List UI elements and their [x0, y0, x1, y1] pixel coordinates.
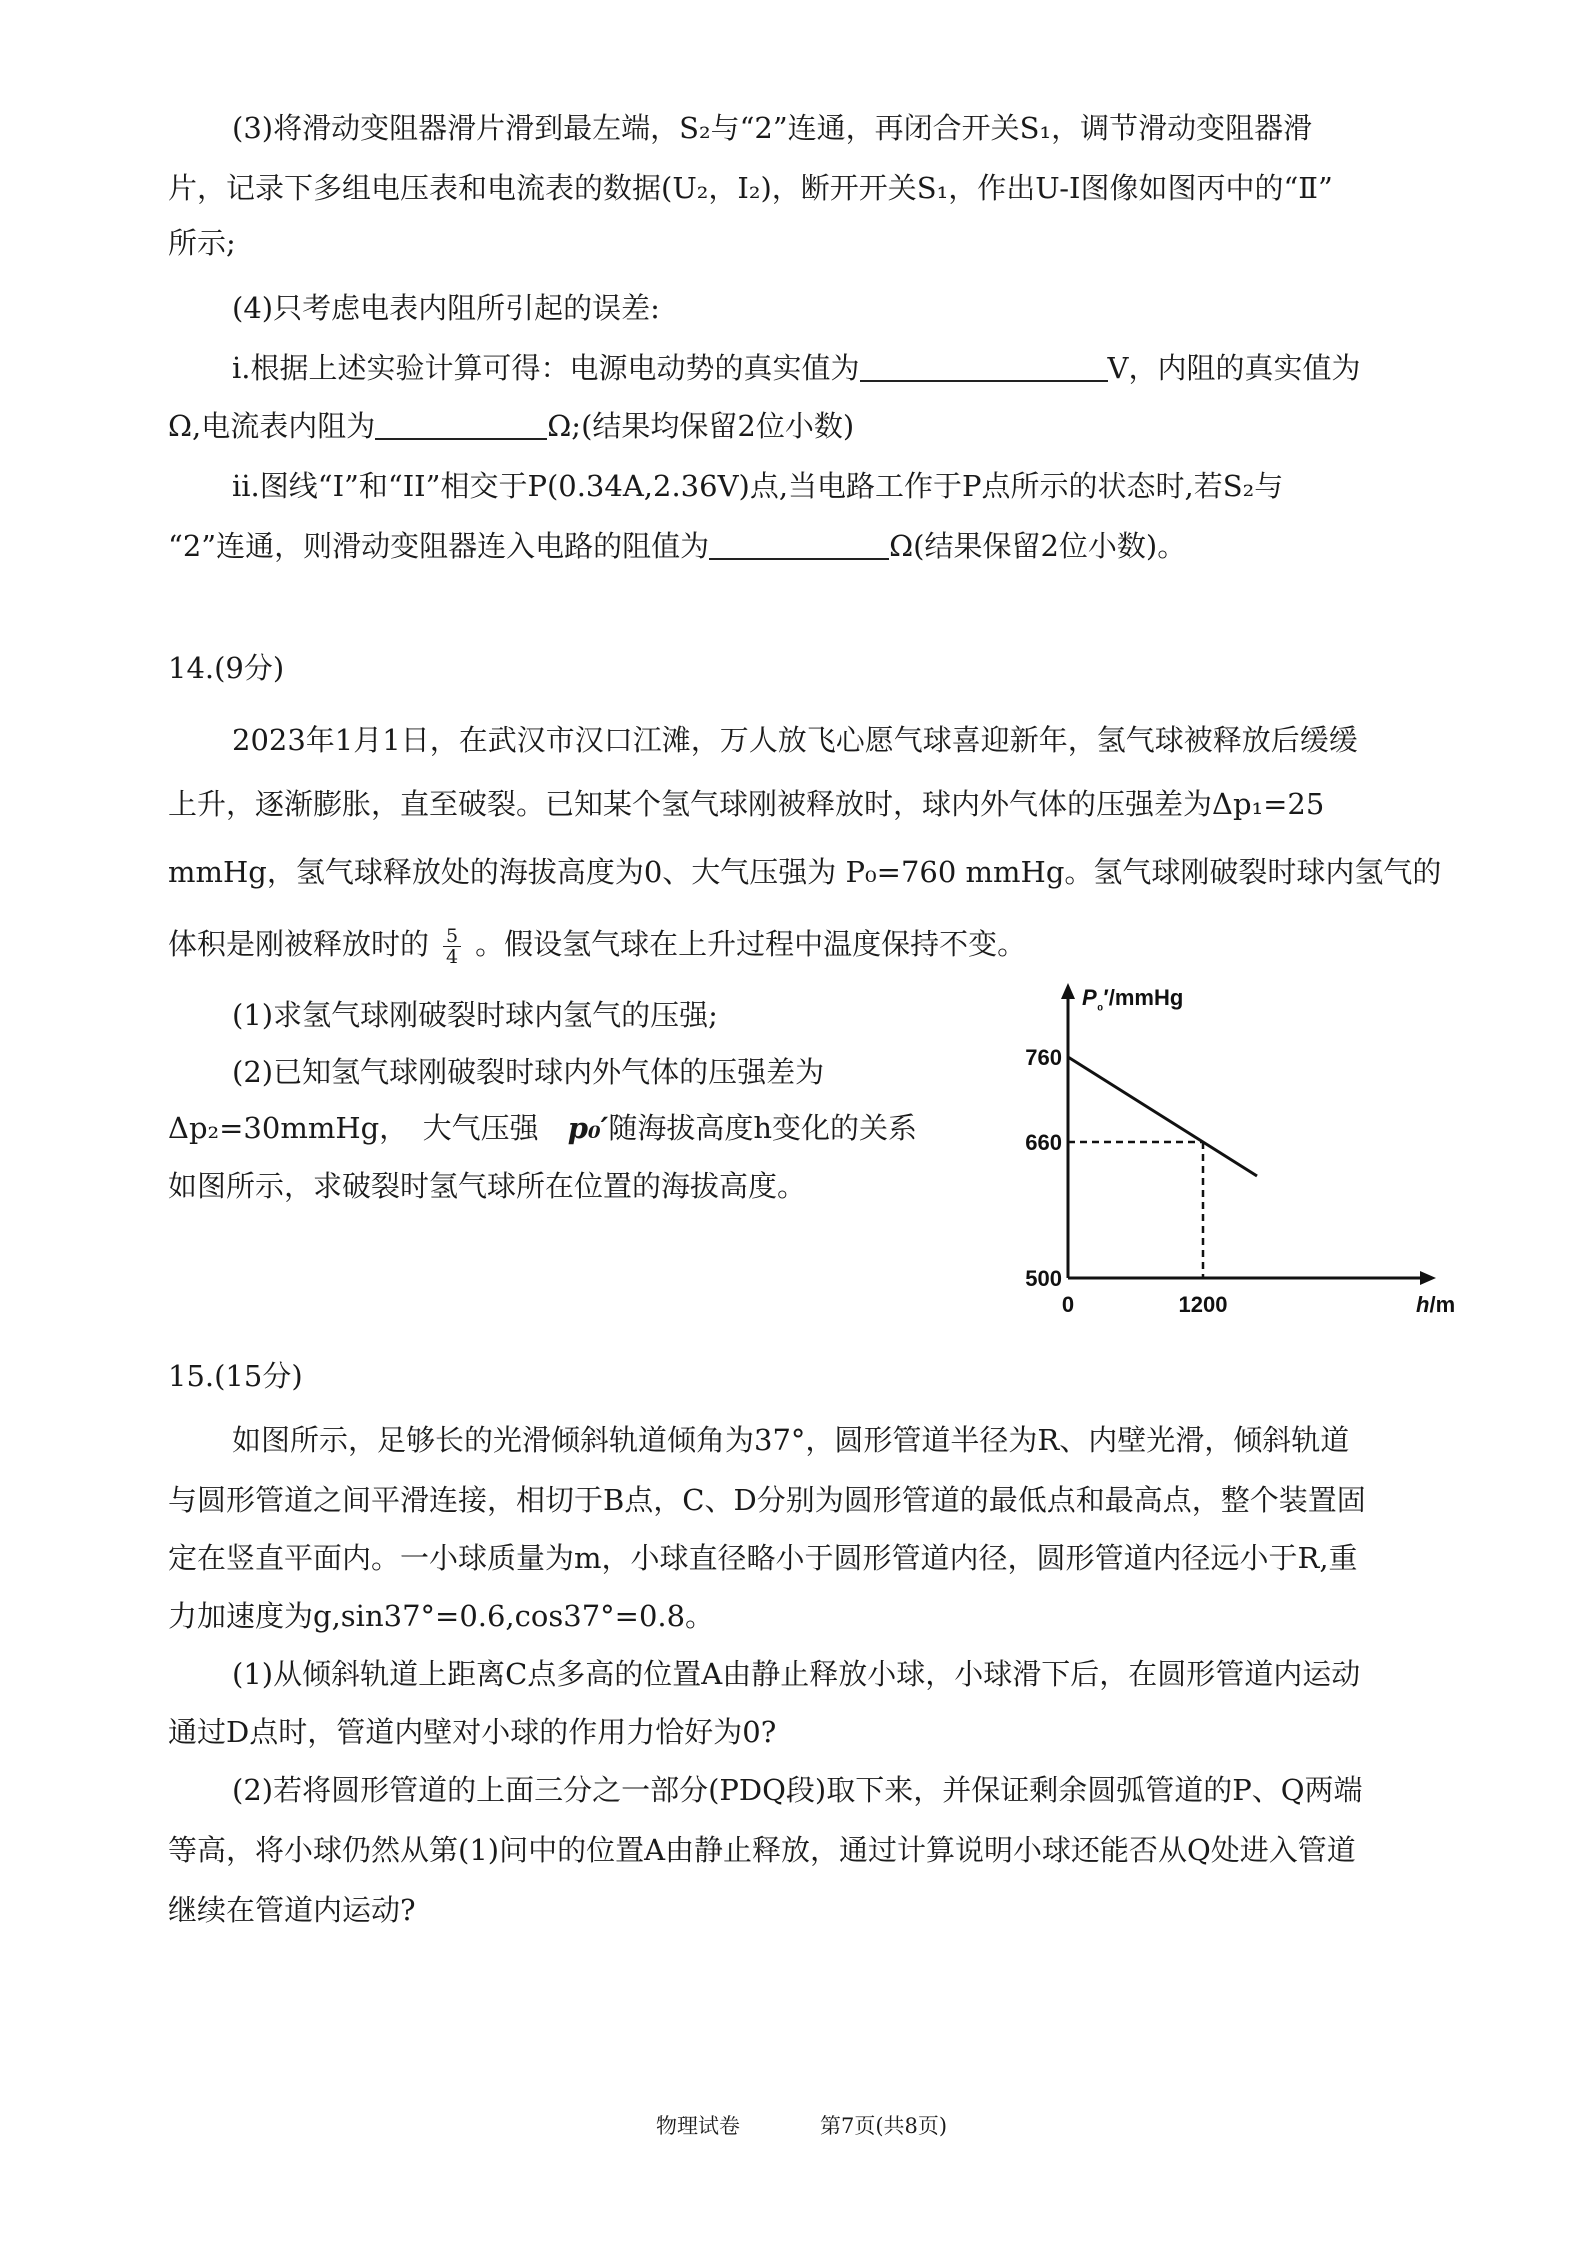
- y-axis-label: $P_{_0}'$/mmHg: [1082, 985, 1184, 1014]
- footer-page-number: 第7页(共8页): [820, 2114, 948, 2138]
- y-tick-label-660: 660: [1025, 1130, 1062, 1155]
- answer-blank-ammeter-resistance[interactable]: [375, 408, 547, 440]
- q15-text-line4: 力加速度为g,sin37°=0.6,cos37°=0.8。: [168, 1599, 715, 1633]
- q13-step3-line1: (3)将滑动变阻器滑片滑到最左端，S₂与“2”连通，再闭合开关S₁，调节滑动变阻器滑: [232, 111, 1313, 145]
- q15-text-line3: 定在竖直平面内。一小球质量为m，小球直径略小于圆形管道内径，圆形管道内径远小于R,重: [168, 1541, 1358, 1575]
- answer-blank-rheostat-resistance[interactable]: [709, 528, 889, 560]
- y-tick-label-760: 760: [1025, 1045, 1062, 1070]
- footer-subject: 物理试卷: [656, 2114, 740, 2138]
- q15-text-line1: 如图所示，足够长的光滑倾斜轨道倾角为37°，圆形管道半径为R、内壁光滑，倾斜轨道: [232, 1423, 1350, 1457]
- fraction-five-fourths: $\frac{5}{4}$: [443, 926, 461, 967]
- q15-text-line2: 与圆形管道之间平滑连接，相切于B点，C、D分别为圆形管道的最低点和最高点，整个装置固: [168, 1483, 1366, 1517]
- q13-step4-i-line1: ⅰ.根据上述实验计算可得：电源电动势的真实值为 V，内阻的真实值为: [232, 351, 1361, 385]
- q13-step4-ii-line1: ⅱ.图线“I”和“II”相交于P(0.34A,2.36V)点,当电路工作于P点所示的状态时,若S₂与: [232, 469, 1284, 503]
- q13-step4-i-line2: Ω,电流表内阻为 Ω;(结果均保留2位小数): [168, 409, 855, 443]
- x-tick-label-0: 0: [1061, 1292, 1075, 1317]
- q14-sub2-line3: 如图所示，求破裂时氢气球所在位置的海拔高度。: [168, 1169, 807, 1203]
- x-axis-label: h/m: [1416, 1292, 1456, 1317]
- q15-sub2-line2: 等高，将小球仍然从第(1)问中的位置A由静止释放，通过计算说明小球还能否从Q处进入管道: [168, 1833, 1356, 1867]
- q13-step3-line2: 片，记录下多组电压表和电流表的数据(U₂，I₂)，断开开关S₁，作出U-I图像如图丙中的“Ⅱ”: [168, 171, 1333, 205]
- pressure-line: [1068, 1057, 1257, 1176]
- q14-text-line3: mmHg，氢气球释放处的海拔高度为0、大气压强为 P₀=760 mmHg。氢气球刚破裂时球内氢气的: [168, 855, 1442, 889]
- q15-sub1-line2: 通过D点时，管道内壁对小球的作用力恰好为0?: [168, 1715, 777, 1749]
- q13-step4-line: (4)只考虑电表内阻所引起的误差:: [232, 291, 660, 325]
- answer-blank-emf[interactable]: [860, 350, 1108, 382]
- x-tick-label-1200: 1200: [1178, 1292, 1228, 1317]
- x-axis-arrow: [1420, 1271, 1436, 1285]
- y-axis-arrow: [1061, 983, 1075, 999]
- q14-text-line4: 体积是刚被释放时的 $\frac{5}{4}$ 。假设氢气球在上升过程中温度保持不变。: [168, 924, 1027, 968]
- q14-text-line2: 上升，逐渐膨胀，直至破裂。已知某个氢气球刚被释放时，球内外气体的压强差为Δp₁=25: [168, 787, 1325, 821]
- q13-step3-line3: 所示;: [168, 226, 236, 260]
- q15-heading: 15.(15分): [168, 1359, 303, 1393]
- q14-sub1: (1)求氢气球刚破裂时球内氢气的压强;: [232, 998, 718, 1032]
- q13-step4-ii-line2: “2”连通，则滑动变阻器连入电路的阻值为 Ω(结果保留2位小数)。: [168, 529, 1187, 563]
- q14-heading: 14.(9分): [168, 651, 285, 685]
- q14-sub2-line1: (2)已知氢气球刚破裂时球内外气体的压强差为: [232, 1055, 825, 1089]
- q15-sub2-line3: 继续在管道内运动?: [168, 1893, 416, 1927]
- q14-sub2-line2: Δp₂=30mmHg， 大气压强 p₀′随海拔高度h变化的关系: [168, 1111, 918, 1145]
- pressure-altitude-chart: [1000, 975, 1456, 1320]
- y-tick-label-500: 500: [1025, 1266, 1062, 1291]
- q15-sub2-line1: (2)若将圆形管道的上面三分之一部分(PDQ段)取下来，并保证剩余圆弧管道的P、Q两端: [232, 1773, 1363, 1807]
- p0-prime-symbol: p₀′: [567, 1111, 609, 1145]
- q15-sub1-line1: (1)从倾斜轨道上距离C点多高的位置A由静止释放小球，小球滑下后，在圆形管道内运动: [232, 1657, 1361, 1691]
- q14-text-line1: 2023年1月1日，在武汉市汉口江滩，万人放飞心愿气球喜迎新年，氢气球被释放后缓缓: [232, 723, 1358, 757]
